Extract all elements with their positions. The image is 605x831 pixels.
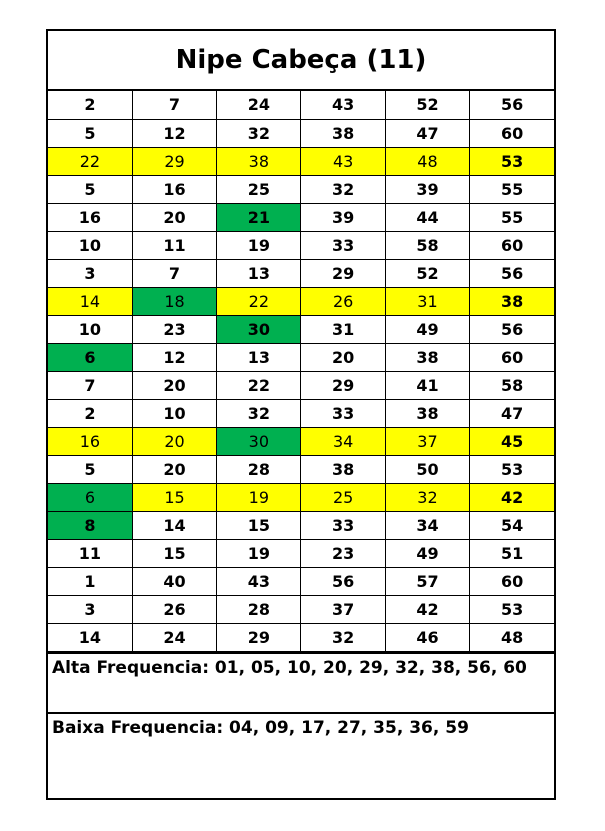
number-cell: 5 [48, 455, 132, 483]
number-cell: 58 [385, 231, 469, 259]
number-cell: 42 [385, 595, 469, 623]
number-cell: 50 [385, 455, 469, 483]
number-cell: 49 [385, 315, 469, 343]
number-cell: 10 [48, 315, 132, 343]
number-cell: 58 [470, 371, 554, 399]
number-cell: 13 [217, 343, 301, 371]
table-row [48, 623, 554, 651]
number-cell: 29 [301, 371, 385, 399]
number-cell: 7 [132, 259, 216, 287]
number-cell: 31 [385, 287, 469, 315]
low-frequency-note: Baixa Frequencia: 04, 09, 17, 27, 35, 36, 59 [48, 712, 554, 772]
number-cell: 43 [301, 91, 385, 119]
table-row [48, 539, 554, 567]
number-cell: 38 [217, 147, 301, 175]
number-cell: 6 [48, 483, 132, 511]
number-cell: 25 [217, 175, 301, 203]
number-cell: 12 [132, 119, 216, 147]
table-row [48, 147, 554, 175]
number-cell: 10 [48, 231, 132, 259]
number-cell: 60 [470, 343, 554, 371]
number-cell: 3 [48, 595, 132, 623]
number-cell: 55 [470, 203, 554, 231]
number-cell: 21 [217, 203, 301, 231]
number-cell: 37 [301, 595, 385, 623]
number-cell: 28 [217, 455, 301, 483]
table-row [48, 427, 554, 455]
numbers-table [48, 91, 554, 652]
number-cell: 43 [217, 567, 301, 595]
table-row [48, 203, 554, 231]
table-row [48, 371, 554, 399]
number-cell: 60 [470, 567, 554, 595]
number-cell: 42 [470, 483, 554, 511]
number-cell: 20 [132, 203, 216, 231]
number-cell: 20 [132, 371, 216, 399]
number-cell: 53 [470, 595, 554, 623]
number-cell: 16 [132, 175, 216, 203]
table-row [48, 567, 554, 595]
number-cell: 30 [217, 427, 301, 455]
results-sheet [46, 29, 556, 800]
number-cell: 32 [217, 399, 301, 427]
number-cell: 34 [385, 511, 469, 539]
number-cell: 56 [470, 315, 554, 343]
number-cell: 38 [301, 455, 385, 483]
number-cell: 32 [301, 623, 385, 651]
number-cell: 14 [132, 511, 216, 539]
number-cell: 19 [217, 539, 301, 567]
number-cell: 24 [132, 623, 216, 651]
number-cell: 32 [301, 175, 385, 203]
number-cell: 26 [132, 595, 216, 623]
number-cell: 14 [48, 287, 132, 315]
number-cell: 34 [301, 427, 385, 455]
table-row [48, 343, 554, 371]
table-row [48, 91, 554, 119]
number-cell: 19 [217, 231, 301, 259]
number-cell: 48 [385, 147, 469, 175]
number-cell: 33 [301, 511, 385, 539]
number-cell: 20 [301, 343, 385, 371]
number-cell: 15 [217, 511, 301, 539]
number-cell: 10 [132, 399, 216, 427]
number-cell: 2 [48, 399, 132, 427]
number-cell: 13 [217, 259, 301, 287]
table-row [48, 175, 554, 203]
number-cell: 24 [217, 91, 301, 119]
number-cell: 22 [48, 147, 132, 175]
number-cell: 30 [217, 315, 301, 343]
number-cell: 60 [470, 231, 554, 259]
number-cell: 32 [217, 119, 301, 147]
number-cell: 52 [385, 91, 469, 119]
number-cell: 20 [132, 455, 216, 483]
high-frequency-note: Alta Frequencia: 01, 05, 10, 20, 29, 32, 38, 56, 60 [48, 652, 554, 712]
page-title: Nipe Cabeça (11) [48, 31, 554, 91]
number-cell: 16 [48, 427, 132, 455]
number-cell: 8 [48, 511, 132, 539]
number-cell: 23 [301, 539, 385, 567]
number-cell: 5 [48, 175, 132, 203]
number-cell: 5 [48, 119, 132, 147]
number-cell: 16 [48, 203, 132, 231]
number-cell: 45 [470, 427, 554, 455]
table-row [48, 287, 554, 315]
table-row [48, 259, 554, 287]
number-cell: 56 [470, 91, 554, 119]
number-cell: 38 [385, 343, 469, 371]
number-cell: 12 [132, 343, 216, 371]
number-cell: 15 [132, 483, 216, 511]
number-cell: 52 [385, 259, 469, 287]
number-cell: 20 [132, 427, 216, 455]
number-cell: 39 [385, 175, 469, 203]
number-cell: 23 [132, 315, 216, 343]
number-cell: 7 [48, 371, 132, 399]
table-row [48, 483, 554, 511]
number-cell: 39 [301, 203, 385, 231]
number-cell: 33 [301, 399, 385, 427]
number-cell: 2 [48, 91, 132, 119]
table-row [48, 119, 554, 147]
table-row [48, 399, 554, 427]
number-cell: 14 [48, 623, 132, 651]
number-cell: 54 [470, 511, 554, 539]
number-cell: 7 [132, 91, 216, 119]
number-cell: 43 [301, 147, 385, 175]
number-cell: 18 [132, 287, 216, 315]
number-cell: 29 [301, 259, 385, 287]
table-row [48, 315, 554, 343]
number-cell: 47 [470, 399, 554, 427]
number-cell: 56 [301, 567, 385, 595]
table-row [48, 595, 554, 623]
number-cell: 22 [217, 371, 301, 399]
number-cell: 32 [385, 483, 469, 511]
table-row [48, 511, 554, 539]
number-cell: 3 [48, 259, 132, 287]
number-cell: 26 [301, 287, 385, 315]
number-cell: 11 [132, 231, 216, 259]
number-cell: 49 [385, 539, 469, 567]
number-cell: 53 [470, 147, 554, 175]
number-cell: 6 [48, 343, 132, 371]
table-row [48, 455, 554, 483]
number-cell: 60 [470, 119, 554, 147]
number-cell: 48 [470, 623, 554, 651]
number-cell: 44 [385, 203, 469, 231]
number-cell: 37 [385, 427, 469, 455]
number-cell: 47 [385, 119, 469, 147]
number-cell: 19 [217, 483, 301, 511]
number-cell: 57 [385, 567, 469, 595]
number-cell: 53 [470, 455, 554, 483]
number-cell: 38 [301, 119, 385, 147]
number-cell: 46 [385, 623, 469, 651]
number-cell: 25 [301, 483, 385, 511]
number-cell: 55 [470, 175, 554, 203]
number-cell: 38 [470, 287, 554, 315]
number-cell: 1 [48, 567, 132, 595]
number-cell: 33 [301, 231, 385, 259]
number-cell: 29 [217, 623, 301, 651]
number-cell: 28 [217, 595, 301, 623]
numbers-table-body [48, 91, 554, 651]
number-cell: 40 [132, 567, 216, 595]
number-cell: 31 [301, 315, 385, 343]
number-cell: 56 [470, 259, 554, 287]
number-cell: 11 [48, 539, 132, 567]
number-cell: 15 [132, 539, 216, 567]
number-cell: 29 [132, 147, 216, 175]
table-row [48, 231, 554, 259]
number-cell: 41 [385, 371, 469, 399]
number-cell: 38 [385, 399, 469, 427]
number-cell: 51 [470, 539, 554, 567]
number-cell: 22 [217, 287, 301, 315]
